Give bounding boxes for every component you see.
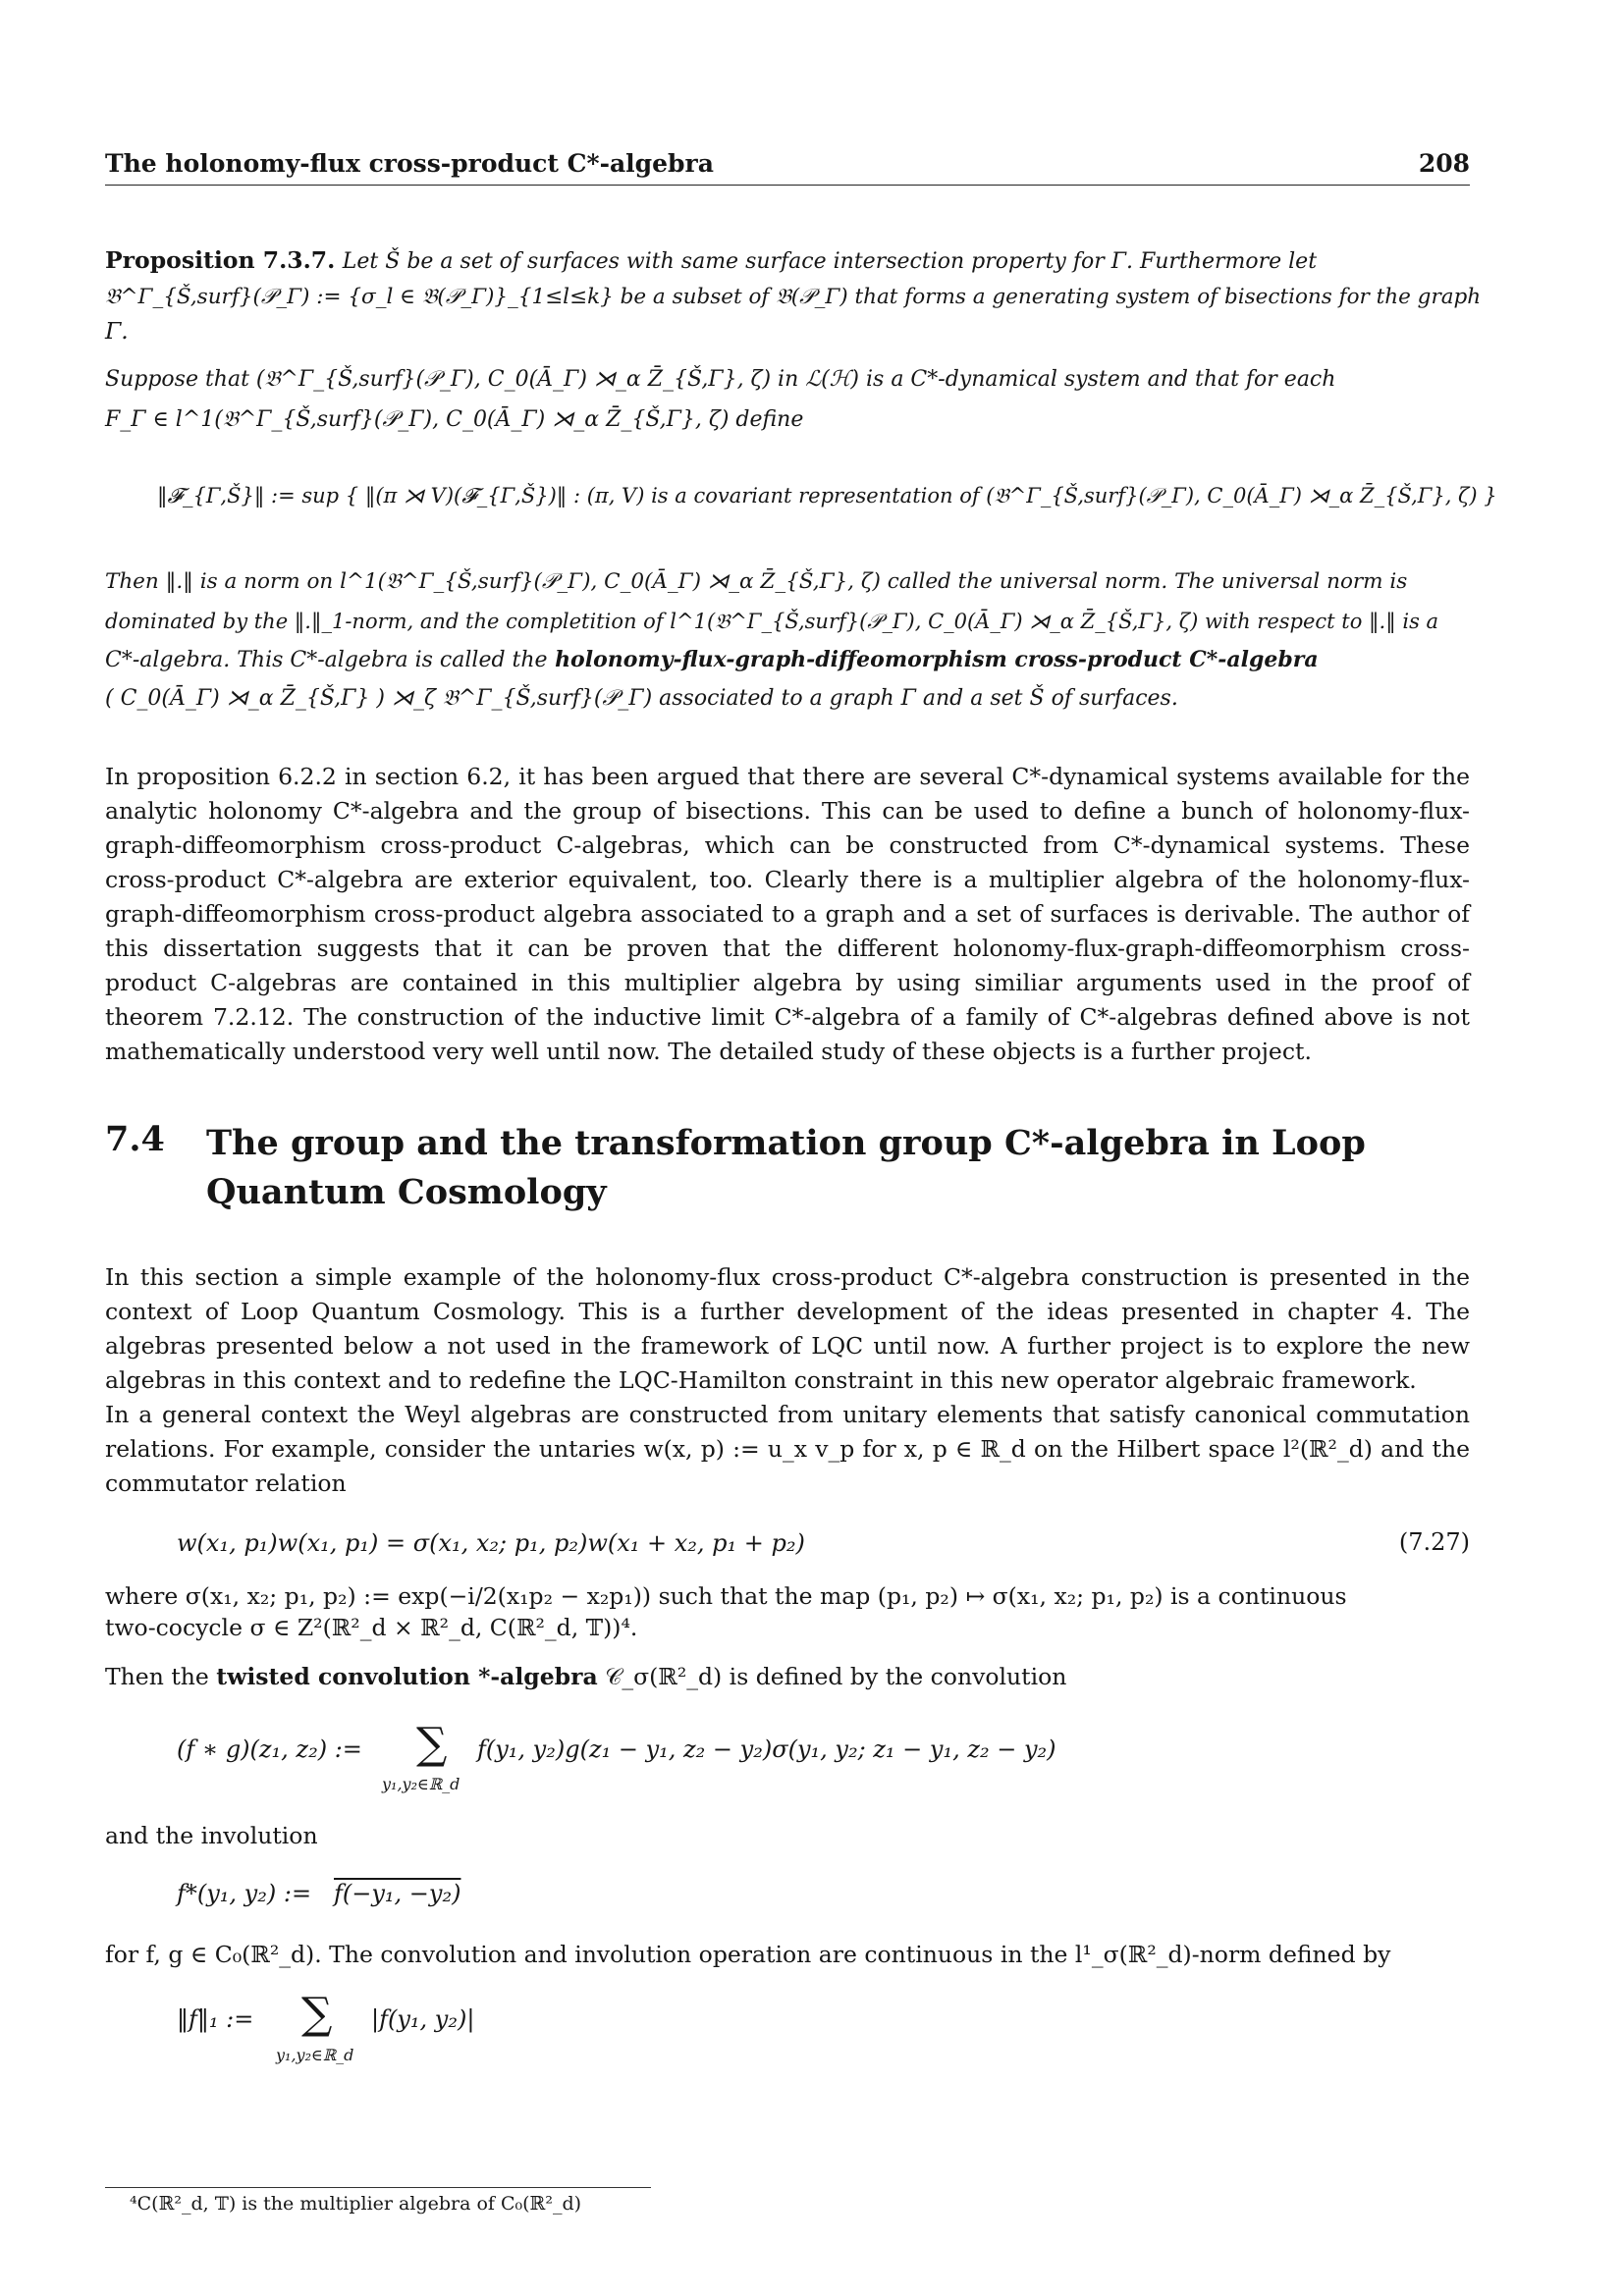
twisted-convolution-line xyxy=(105,1662,1066,1691)
convolution-sum-index: y₁,y₂∈ℝ_d xyxy=(382,1775,460,1793)
involution-lhs: f*(y₁, y₂) := xyxy=(177,1880,312,1907)
l1-norm-sum-index: y₁,y₂∈ℝ_d xyxy=(276,2046,354,2064)
page-number: 208 xyxy=(1418,149,1470,178)
proposition-then-3 xyxy=(105,644,1319,675)
equation-number: (7.27) xyxy=(1398,1528,1470,1556)
running-header-title: The holonomy-flux cross-product C*-algebra xyxy=(105,149,714,178)
involution-rhs: f(−y₁, −y₂) xyxy=(334,1880,461,1907)
equation-7-27: w(x₁, p₁)w(x₁, p₁) = σ(x₁, x₂; p₁, p₂)w(x₁ + x₂, p₁ + p₂) xyxy=(177,1529,805,1557)
footnote-4: ⁴C(ℝ²_d, 𝕋) is the multiplier algebra of C₀(ℝ²_d) xyxy=(130,2193,582,2215)
defined-term: holonomy-flux-graph-diffeomorphism cross-product C*-algebra xyxy=(555,647,1319,672)
sum-symbol-2: ∑ xyxy=(301,1989,333,2039)
proposition-then-3-text: C*-algebra. This C*-algebra is called the xyxy=(105,648,548,672)
where-line-2: two-cocycle σ ∈ Z²(ℝ²_d × ℝ²_d, C(ℝ²_d, 𝕋))⁴. xyxy=(105,1614,638,1641)
section-title: The group and the transformation group C*-algebra in Loop Quantum Cosmology xyxy=(206,1123,1366,1212)
paragraph-lqc-intro: In this section a simple example of the holonomy-flux cross-product C*-algebra construction is presented in the context of Loop Quantum Cosmology. This is a further development of the ideas presented in chapter 4. The algebras presented below a not used in the framework of LQC until now. A further project is to explore the new algebras in this context and to redefine the LQC-Hamilton constraint in this new operator algebraic framework. xyxy=(105,1263,1470,1394)
twisted-term: twisted convolution *-algebra xyxy=(216,1663,598,1690)
proposition-suppose-2: F_Γ ∈ l^1(𝔅^Γ_{Š,surf}(𝒫_Γ), C_0(Ā_Γ) ⋊_α Z̄_{Š,Γ}, ζ) define xyxy=(105,407,804,432)
continuity-line: for f, g ∈ C₀(ℝ²_d). The convolution and involution operation are continuous in the l¹_σ(ℝ²_d)-norm defined by xyxy=(105,1941,1391,1968)
convolution-lhs: (f ∗ g)(z₁, z₂) := xyxy=(177,1735,362,1763)
involution-intro: and the involution xyxy=(105,1822,318,1849)
where-line-1: where σ(x₁, x₂; p₁, p₂) := exp(−i/2(x₁p₂ − x₂p₁)) such that the map (p₁, p₂) ↦ σ(x₁, x₂; p₁, p₂) is a continuous xyxy=(105,1582,1347,1610)
paragraph-multiplier-algebra: In proposition 6.2.2 in section 6.2, it has been argued that there are several C*-dynamical systems available for the analytic holonomy C*-algebra and the group of bisections. This can be used to define a bunch of holonomy-flux-graph-diffeomorphism cross-product C-algebras, which can be constructed from C*-dynamical systems. These cross-product C*-algebra are exterior equivalent, too. Clearly there is a multiplier algebra of the holonomy-flux-graph-diffeomorphism cross-product algebra associated to a graph and a set of surfaces is derivable. The author of this dissertation suggests that it can be proven that the different holonomy-flux-graph-diffeomorphism cross-product C-algebras are contained in this multiplier algebra by using similiar arguments used in the proof of theorem 7.2.12. The construction of the inductive limit C*-algebra of a family of C*-algebras defined above is not mathematically understood very well until now. The detailed study of these objects is a further project. xyxy=(105,763,1470,1065)
proposition-line-1 xyxy=(105,245,1317,277)
l1-norm-rhs: |f(y₁, y₂)| xyxy=(371,2005,475,2033)
footnote-rule xyxy=(105,2187,651,2188)
twisted-post: 𝒞_σ(ℝ²_d) is defined by the convolution xyxy=(605,1663,1067,1690)
running-header xyxy=(105,145,1470,186)
paragraph-weyl-algebras: In a general context the Weyl algebras are constructed from unitary elements that satisfy canonical commutation relations. For example, consider the untaries w(x, p) := u_x v_p for x, p ∈ ℝ_d on the Hilbert space l²(ℝ²_d) and the commutator relation xyxy=(105,1401,1470,1497)
section-number: 7.4 xyxy=(105,1119,165,1159)
proposition-label: Proposition 7.3.7. xyxy=(105,246,336,274)
proposition-suppose-1: Suppose that (𝔅^Γ_{Š,surf}(𝒫_Γ), C_0(Ā_Γ) ⋊_α Z̄_{Š,Γ}, ζ) in ℒ(ℋ) is a C*-dynamical system and that for each xyxy=(105,367,1336,392)
proposition-statement-3: Γ. xyxy=(105,317,129,345)
universal-norm-definition: ‖𝓕_{Γ,Š}‖ := sup { ‖(π ⋊ V)(𝓕_{Γ,Š})‖ : (π, V) is a covariant representation of (𝔅^Γ_{Š,surf}(𝒫_Γ), C_0(Ā_Γ) ⋊_α Z̄_{Š,Γ}, ζ) } xyxy=(157,484,1497,507)
proposition-then-4: ( C_0(Ā_Γ) ⋊_α Z̄_{Š,Γ} ) ⋊_ζ 𝔅^Γ_{Š,surf}(𝒫_Γ) associated to a graph Γ and a set Š of surfaces. xyxy=(105,686,1178,711)
convolution-rhs: f(y₁, y₂)g(z₁ − y₁, z₂ − y₂)σ(y₁, y₂; z₁ − y₁, z₂ − y₂) xyxy=(477,1735,1056,1763)
proposition-then-1: Then ‖.‖ is a norm on l^1(𝔅^Γ_{Š,surf}(𝒫_Γ), C_0(Ā_Γ) ⋊_α Z̄_{Š,Γ}, ζ) called the universal norm. The universal norm is xyxy=(105,569,1408,594)
proposition-statement-2: 𝔅^Γ_{Š,surf}(𝒫_Γ) := {σ_l ∈ 𝔅(𝒫_Γ)}_{1≤l≤k} be a subset of 𝔅(𝒫_Γ) that forms a generating system of bisections for the graph xyxy=(105,285,1482,309)
twisted-pre: Then the xyxy=(105,1663,209,1690)
sum-symbol: ∑ xyxy=(416,1719,448,1769)
proposition-statement-1: Let Š be a set of surfaces with same surface intersection property for Γ. Furthermore let xyxy=(342,249,1318,274)
l1-norm-lhs: ‖f‖₁ := xyxy=(177,2005,254,2033)
proposition-then-2: dominated by the ‖.‖_1-norm, and the completition of l^1(𝔅^Γ_{Š,surf}(𝒫_Γ), C_0(Ā_Γ) ⋊_α Z̄_{Š,Γ}, ζ) with respect to ‖.‖ is a xyxy=(105,610,1439,633)
